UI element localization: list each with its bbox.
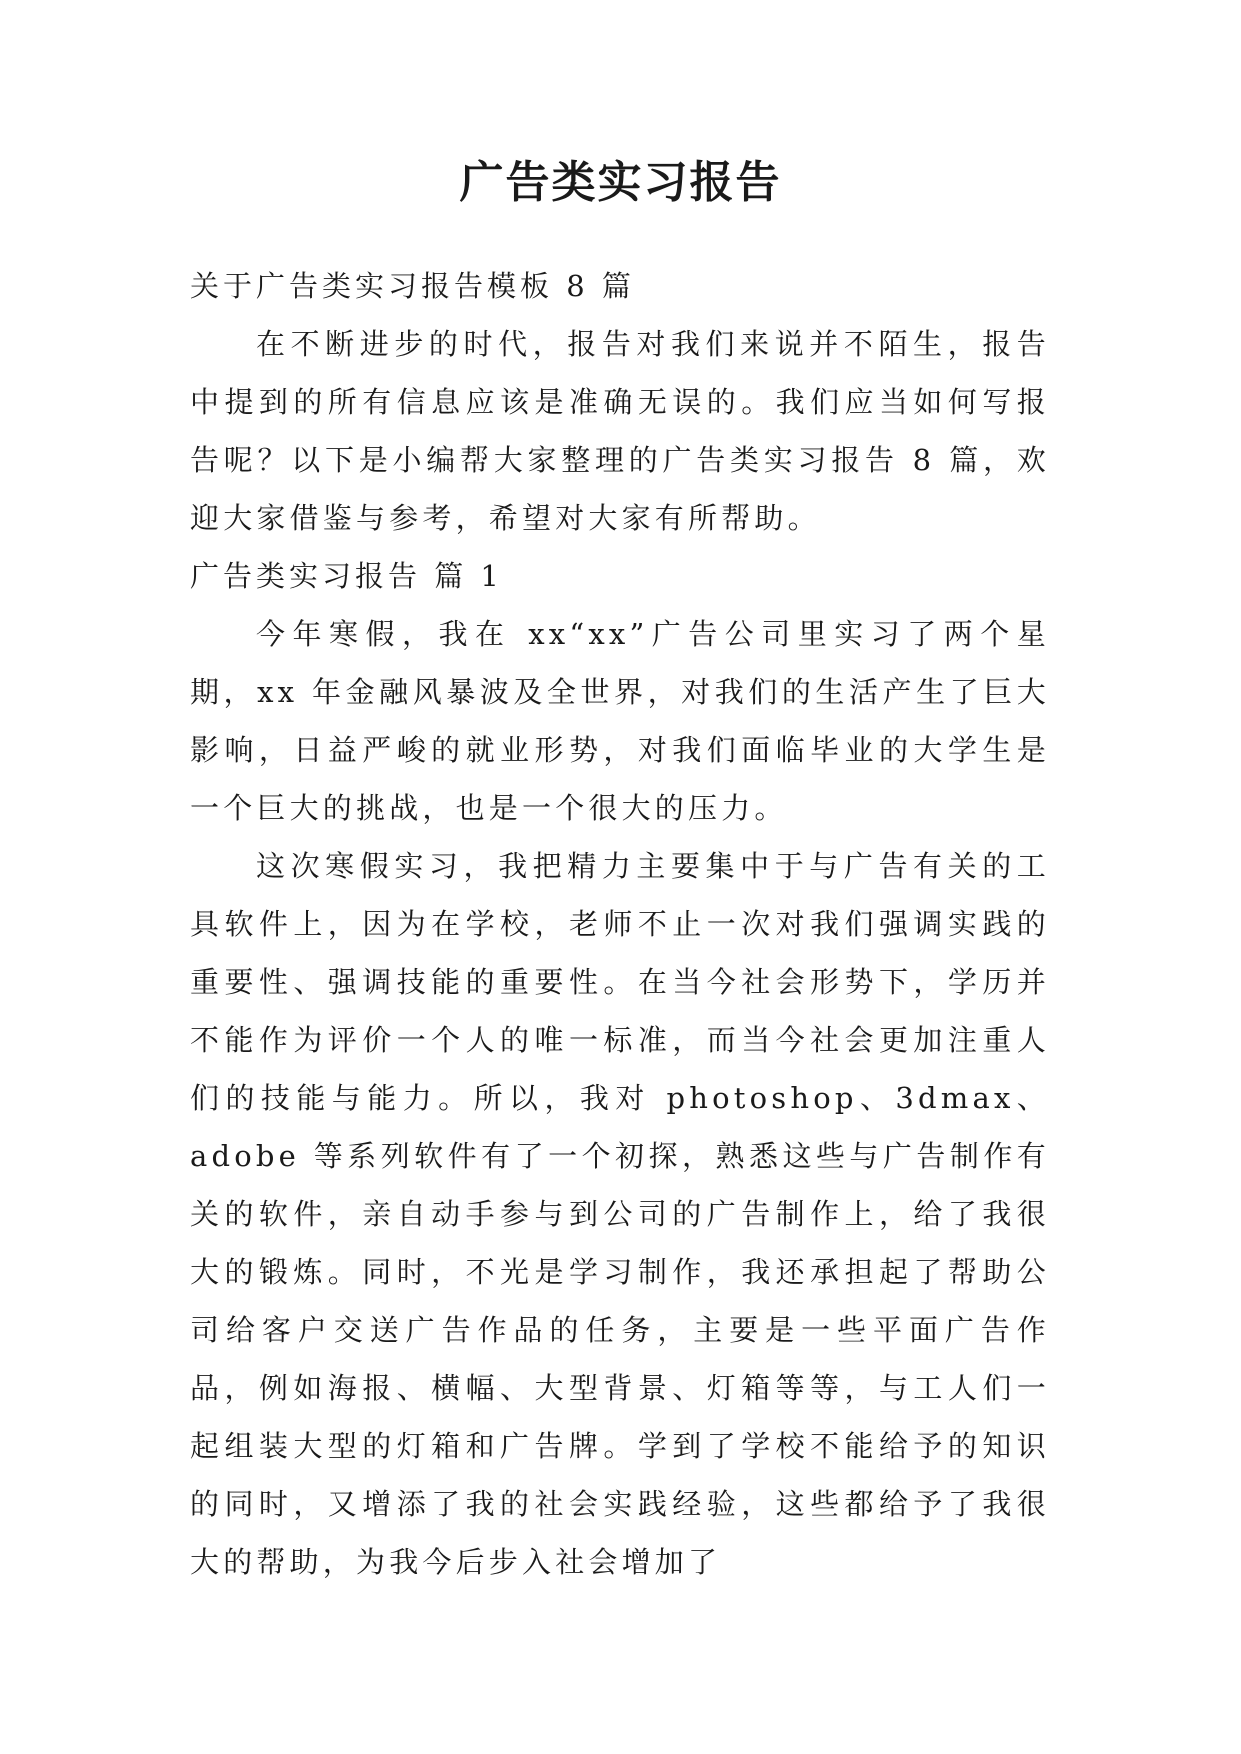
document-body xyxy=(190,257,1050,1591)
document-subtitle: 关于广告类实习报告模板 8 篇 xyxy=(190,269,635,303)
body-paragraph-2: 这次寒假实习，我把精力主要集中于与广告有关的工具软件上，因为在学校，老师不止一次对我们强调实践的重要性、强调技能的重要性。在当今社会形势下，学历并不能作为评价一个人的唯一标准，而当今社会更加注重人们的技能与能力。所以，我对 photoshop、3dmax、adobe 等系列软件有了一个初探，熟悉这些与广告制作有关的软件，亲自动手参与到公司的广告制作上，给了我很大的锻炼。同时，不光是学习制作，我还承担起了帮助公司给客户交送广告作品的任务，主要是一些平面广告作品，例如海报、横幅、大型背景、灯箱等等，与工人们一起组装大型的灯箱和广告牌。学到了学校不能给予的知识的同时，又增添了我的社会实践经验，这些都给予了我很大的帮助，为我今后步入社会增加了 xyxy=(190,849,1050,1579)
intro-paragraph: 在不断进步的时代，报告对我们来说并不陌生，报告中提到的所有信息应该是准确无误的。我们应当如何写报告呢？以下是小编帮大家整理的广告类实习报告 8 篇，欢迎大家借鉴与参考，希望对大家有所帮助。 xyxy=(190,327,1050,535)
body-paragraph-1: 今年寒假，我在 xx“xx”广告公司里实习了两个星期，xx 年金融风暴波及全世界，对我们的生活产生了巨大影响，日益严峻的就业形势，对我们面临毕业的大学生是一个巨大的挑战，也是一个很大的压力。 xyxy=(190,617,1050,825)
document-title: 广告类实习报告 xyxy=(459,157,782,208)
section-heading: 广告类实习报告 篇 1 xyxy=(190,559,503,593)
